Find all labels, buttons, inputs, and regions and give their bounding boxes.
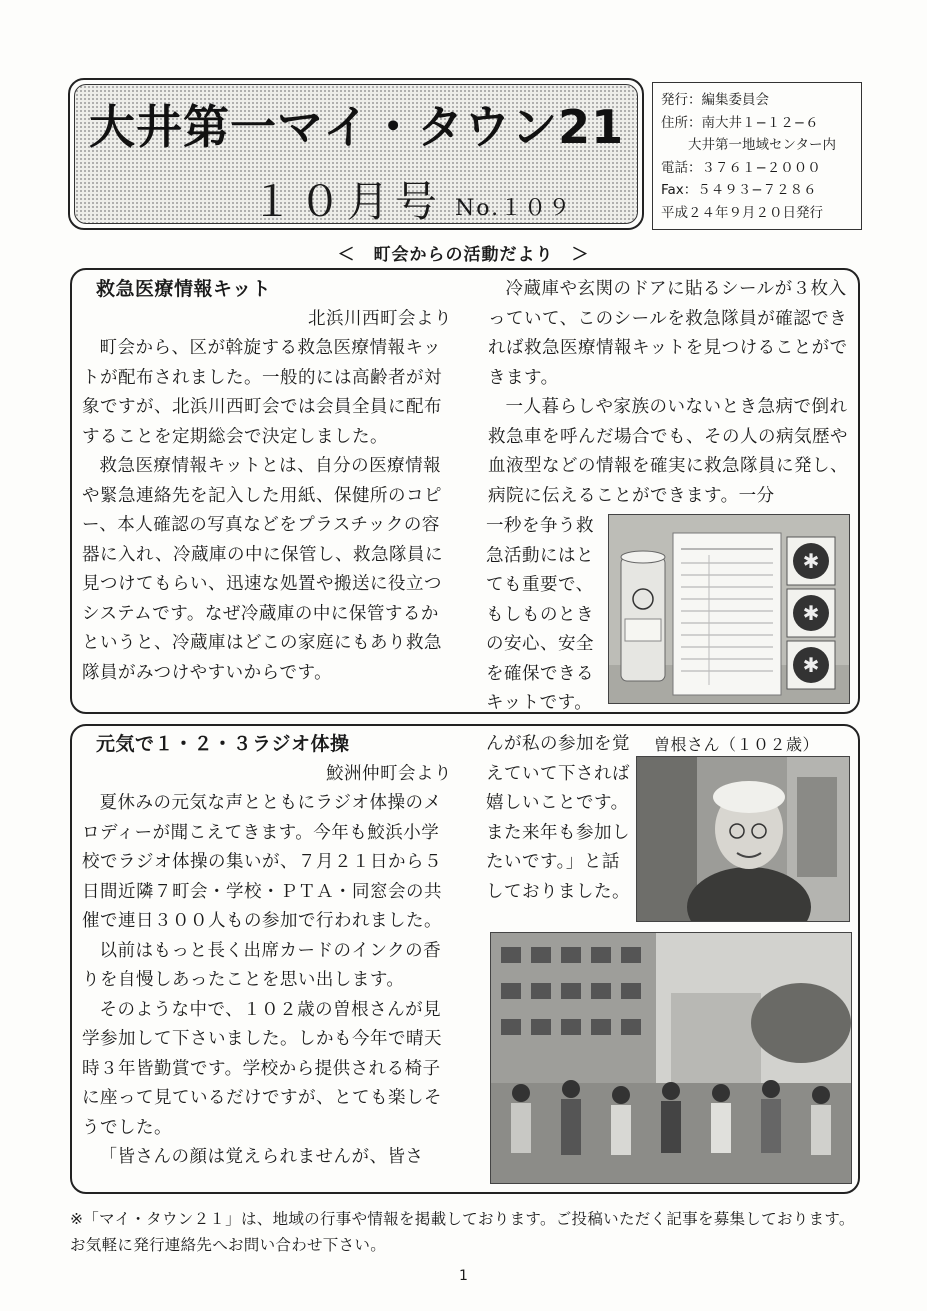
article-2-heading: 元気で１・２・３ラジオ体操 (96, 733, 350, 755)
article-1-paragraph: 救急医療情報キットとは、自分の医療情報や緊急連絡先を記入した用紙、保健所のコピー、本人確認の写真などをプラスチックの容器に入れ、冷蔵庫の中に保管し、救急隊員に見つけてもらい、迅速な処置や搬送に役立つシステムです。なぜ冷蔵庫の中に保管するかというと、冷蔵庫はどこの家庭にもあり救急隊員がみつけやすいからです。 (82, 456, 444, 683)
svg-text:✱: ✱ (802, 653, 820, 677)
article-2-paragraph: 以前はもっと長く出席カードのインクの香りを自慢しあったことを思い出します。 (82, 940, 442, 990)
portrait-illustration (637, 757, 850, 922)
article-2-narrow-column (486, 730, 631, 907)
address-line: 住所：南大井１−１２−６ (661, 114, 819, 131)
issue-number: No.１０９ (455, 196, 573, 221)
radio-exercise-photo (490, 932, 852, 1184)
issue-date-line: 平成２４年９月２０日発行 (661, 204, 823, 221)
article-1-paragraph: 一秒を争う救急活動にはとても重要で、もしものときの安心、安全を確保できるキットです。 (486, 516, 594, 713)
svg-text:✱: ✱ (802, 601, 820, 625)
masthead (68, 78, 644, 230)
fax-line: Fax：５４９３−７２８６ (661, 182, 817, 198)
portrait-photo (636, 756, 850, 922)
svg-text:✱: ✱ (802, 549, 820, 573)
phone-line: 電話：３７６１−２０００ (661, 159, 821, 176)
article-2-left-column (82, 730, 452, 1173)
article-1-narrow-column (486, 512, 606, 719)
article-2-paragraph: 夏休みの元気な声とともにラジオ体操のメロディーが聞こえてきます。今年も鮫浜小学校でラジオ体操の集いが、７月２１日から５日間近隣７町会・学校・ＰＴＡ・同窓会の共催で連日３００人もの参加で行われました。 (82, 793, 442, 931)
emergency-kit-illustration (609, 515, 850, 704)
article-2-paragraph: 「皆さんの顔は覚えられませんが、皆さ (99, 1147, 424, 1167)
issue-month: １０月号 (251, 177, 444, 226)
page-number: 1 (459, 1268, 468, 1284)
article-1-paragraph: 町会から、区が斡旋する救急医療情報キットが配布されました。一般的には高齢者が対象ですが、北浜川西町会では会員全員に配布することを定期総会で決定しました。 (82, 338, 442, 447)
publisher-info-box (652, 82, 862, 230)
address-line-2: 大井第一地域センター内 (661, 137, 836, 153)
publisher-line: 発行：編集委員会 (661, 92, 769, 108)
article-2-paragraph: んが私の参加を覚えていて下されば嬉しいことです。また来年も参加したいです。」と話しておりました。 (486, 734, 630, 902)
article-1-source: 北浜川西町会より (308, 308, 452, 329)
photo-caption: 曽根さん（１０２歳） (654, 735, 820, 754)
article-1-left-column (82, 275, 452, 688)
article-1-paragraph: 一人暮らしや家族のいないとき急病で倒れ救急車を呼んだ場合でも、その人の病気歴や血液型などの情報を確実に救急隊員に発し、病院に伝えることができます。一分 (488, 397, 848, 506)
article-1-heading: 救急医療情報キット (96, 278, 272, 300)
newsletter-title: 大井第一マイ・タウン21 (89, 100, 625, 154)
footer-note: ※「マイ・タウン２１」は、地域の行事や情報を掲載しております。ご投稿いただく記事を募集しております。お気軽に発行連絡先へお問い合わせ下さい。 (70, 1210, 855, 1254)
article-1-right-column (488, 275, 853, 511)
article-2-source: 鮫洲仲町会より (326, 763, 452, 784)
radio-exercise-illustration (491, 933, 852, 1184)
article-2-paragraph: そのような中で、１０２歳の曽根さんが見学参加して下さいました。しかも今年で晴天時３年皆勤賞です。学校から提供される椅子に座って見ているだけですが、とても楽しそうでした。 (82, 999, 442, 1138)
section-heading: ＜ 町会からの活動だより ＞ (337, 245, 590, 265)
emergency-kit-photo (608, 514, 850, 704)
article-1-paragraph: 冷蔵庫や玄関のドアに貼るシールが３枚入っていて、このシールを救急隊員が確認できれば救急医療情報キットを見つけることができます。 (488, 279, 848, 388)
